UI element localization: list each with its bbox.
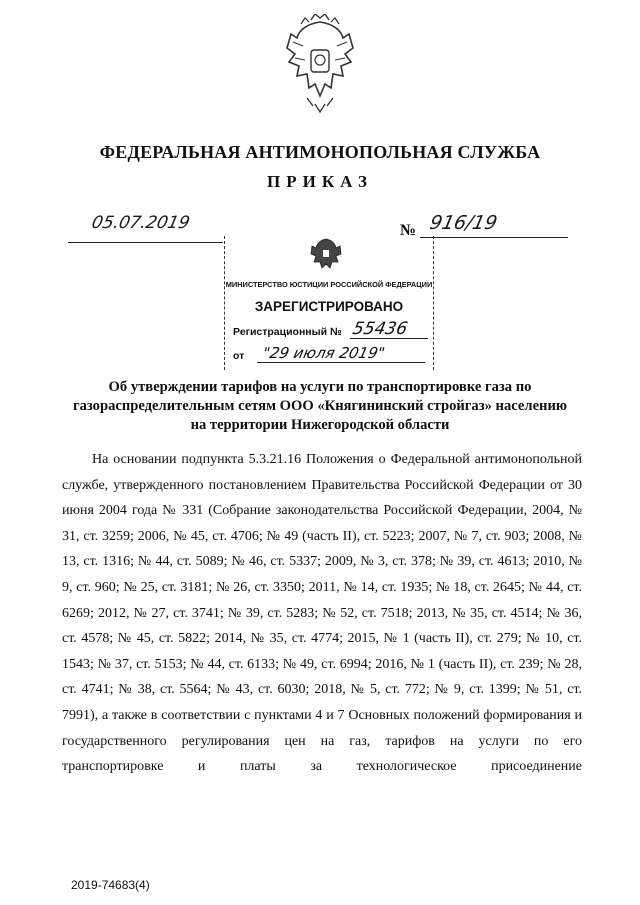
order-body [62, 447, 582, 780]
order-number: 916/19 [427, 212, 500, 234]
body-paragraph: На основании подпункта 5.3.21.16 Положения о Федеральной антимонопольной службе, утвержденного постановлением Правительства Российской Федерации от 30 июня 2004 года № 331 (Собрание законодательства Российской Федерации, 2004, № 31, ст. 3259; 2006, № 45, ст. 4706; № 49 (часть II), ст. 5223; 2007, № 7, ст. 903; 2008, № 13, ст. 1316; № 44, ст. 5089; № 46, ст. 5337; 2009, № 3, ст. 378; № 39, ст. 4613; 2010, № 9, ст. 960; № 25, ст. 3181; № 26, ст. 3350; 2011, № 14, ст. 1935; № 18, ст. 2645; № 44, ст. 6269; 2012, № 27, ст. 3741; № 39, ст. 5283; № 52, ст. 7518; 2013, № 35, ст. 4514; № 36, ст. 4578; № 45, ст. 5822; 2014, № 35, ст. 4774; 2015, № 1 (часть II), ст. 279; № 10, ст. 1543; № 37, ст. 5153; № 44, ст. 6133; № 49, ст. 6994; 2016, № 1 (часть II), ст. 239; № 28, ст. 4741; № 38, ст. 5564; № 43, ст. 6030; 2018, № 5, ст. 772; № 9, ст. 1399; № 51, ст. 7991), а также в соответствии с пунктами 4 и 7 Основных положений формирования и государственного регулирования цен на газ, тарифов на услуги по его транспортировке и платы за технологическое присоединение [62, 452, 582, 775]
registered-label: ЗАРЕГИСТРИРОВАНО [254, 299, 404, 314]
number-label: № [400, 222, 417, 239]
number-underline [420, 237, 568, 238]
ministry-name: МИНИСТЕРСТВО ЮСТИЦИИ РОССИЙСКОЙ ФЕДЕРАЦИИ [225, 280, 433, 289]
order-title: Об утверждении тарифов на услуги по транспортировке газа по газораспределительным сетям ООО «Княгининский стройгаз» населению на территории Нижегородской области [72, 379, 568, 433]
russian-coat-of-arms-icon [277, 14, 363, 114]
document-id: 2019-74683(4) [71, 878, 150, 892]
registration-number-label: Регистрационный № [233, 326, 342, 338]
registration-date-underline [257, 362, 425, 363]
registration-stamp [224, 236, 434, 370]
agency-name: ФЕДЕРАЛЬНАЯ АНТИМОНОПОЛЬНАЯ СЛУЖБА [99, 142, 541, 162]
registration-number: 55436 [350, 319, 410, 339]
registration-date: "29 июля 2019" [261, 344, 387, 362]
document-type: ПРИКАЗ [267, 172, 373, 191]
registration-date-label: от [233, 350, 245, 362]
eagle-seal-icon [308, 236, 344, 270]
order-date: 05.07.2019 [89, 213, 192, 233]
